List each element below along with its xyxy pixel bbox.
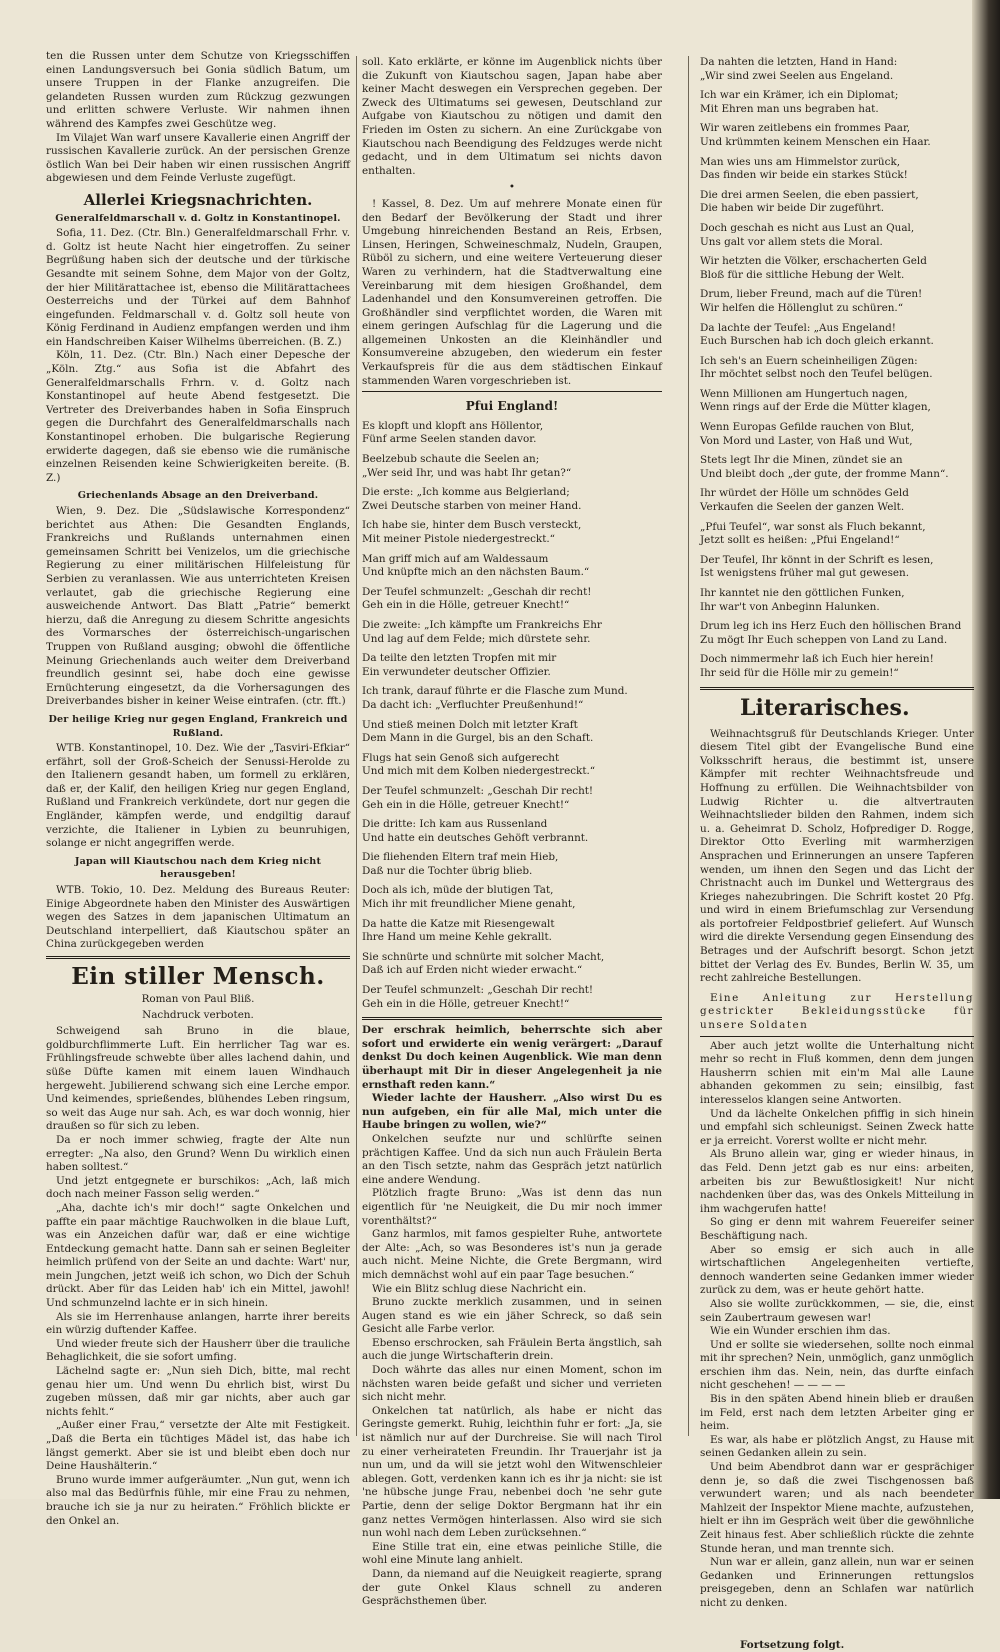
- poem-line: Doch geschah es nicht aus Lust an Qual,: [700, 221, 915, 234]
- poem-line: Bloß für die sittliche Hebung der Welt.: [700, 268, 905, 281]
- poem-stanza: [700, 355, 974, 382]
- novel-paragraph: Als Bruno allein war, ging er wieder hinaus, in das Feld. Denn jetzt gab es nur eins: arbeiten, arbeiten bis zur Bewußtlosigkeit! Nur nicht nachdenken über das, was des Onkels Mitteilung in ihm wachgerufen hatte!: [700, 1148, 974, 1215]
- poem-line: Und mich mit dem Kolben niedergestreckt.“: [362, 765, 596, 778]
- poem-stanza: [700, 156, 974, 183]
- poem-line: Da teilte den letzten Tropfen mit mir: [362, 652, 557, 665]
- poem-line: Da hatte die Katze mit Riesengewalt: [362, 917, 555, 930]
- poem-line: Die drei armen Seelen, die eben passiert,: [700, 188, 919, 201]
- poem-line: Mit Ehren man uns begraben hat.: [700, 102, 879, 115]
- poem-stanza: [700, 554, 974, 581]
- poem-line: Ich trank, darauf führte er die Flasche zum Mund.: [362, 685, 628, 698]
- poem-line: Euch Burschen hab ich doch gleich erkannt.: [700, 335, 934, 348]
- poem-line: Der Teufel, Ihr könnt in der Schrift es lesen,: [700, 553, 934, 566]
- poem-body: [700, 56, 974, 681]
- novel-paragraph: Plötzlich fragte Bruno: „Was ist denn das nun eigentlich für 'ne Neuigkeit, die Du mir noch immer vorenthältst?“: [362, 1187, 662, 1227]
- poem-line: Wenn rings auf der Erde die Mütter klagen,: [700, 401, 931, 414]
- poem-line: Die erste: „Ich komme aus Belgierland;: [362, 486, 570, 499]
- poem-stanza: [700, 620, 974, 647]
- article-heading: Der heilige Krieg nur gegen England, Frankreich und Rußland.: [48, 713, 348, 739]
- novel-paragraph: Als sie im Herrenhause anlangen, harrte ihrer bereits ein würzig duftender Kaffee.: [46, 1310, 350, 1337]
- poem-line: Von Mord und Laster, von Haß und Wut,: [700, 434, 913, 447]
- separator-dot: •: [508, 181, 516, 194]
- poem-line: Ich habe sie, hinter dem Busch versteckt,: [362, 519, 582, 532]
- article-heading: Griechenlands Absage an den Dreiverband.: [77, 490, 319, 502]
- poem-stanza: [700, 222, 974, 249]
- poem-stanza: [362, 851, 662, 878]
- poem-stanza: [362, 685, 662, 712]
- poem-line: Wir hetzten die Völker, erschacherten Geld: [700, 255, 927, 268]
- poem-line: Und krümmten keinem Menschen ein Haar.: [700, 135, 931, 148]
- column-right: [700, 56, 974, 1651]
- poem-line: Flugs hat sein Genoß sich aufgerecht: [362, 751, 560, 764]
- novel-paragraph: Da er noch immer schwieg, fragte der Alte nun erregter: „Na also, den Grund? Wenn Du wirklich einen haben solltest.“: [46, 1133, 350, 1174]
- novel-paragraph: Wie ein Wunder erschien ihm das.: [710, 1325, 891, 1338]
- poem-stanza: [700, 189, 974, 216]
- poem-stanza: [362, 652, 662, 679]
- novel-paragraph: Bruno zuckte merklich zusammen, und in seinen Augen stand es wie ein jäher Schreck, so daß sein Gesicht alle Farbe verlor.: [362, 1296, 662, 1336]
- reprint-note: Nachdruck verboten.: [142, 1008, 254, 1021]
- continuation-note: Fortsetzung folgt.: [740, 1638, 845, 1651]
- poem-line: Und bleibt doch „der gute, der fromme Mann“.: [700, 467, 949, 480]
- poem-stanza: [700, 454, 974, 481]
- poem-stanza: [700, 653, 974, 680]
- column-rule: [356, 56, 357, 1436]
- poem-stanza: [362, 420, 662, 447]
- poem-line: Ihr seid für die Hölle mir zu gemein!“: [700, 666, 899, 679]
- page-edge-shadow: [972, 0, 1000, 1499]
- novel-paragraph: Wieder lachte der Hausherr. „Also wirst Du es nun aufgeben, ein für alle Mal, mich unter die Haube bringen zu wollen, wie?“: [362, 1092, 662, 1132]
- article-paragraph: ! Kassel, 8. Dez. Um auf mehrere Monate einen für den Bedarf der Bevölkerung der Stadt und ihrer Umgebung hinreichenden Bestand an Reis, Erbsen, Linsen, Heringen, Schweineschmalz, Nudeln, Graupen, Rüböl zu sichern, und eine weitere Verteuerung dieser Waren zu verhindern, hat die Stadtverwaltung eine Vereinbarung mit dem hiesigen Großhandel, dem Ladenhandel und den Konsumvereinen getroffen. Die Großhändler sind verpflichtet worden, die Waren mit einem geringen Aufschlag für die Lagerung und die allgemeinen Unkosten an die Kleinhändler und Konsumvereine abzugeben, den wiederum ein fester Verkaufspreis für die aus dem städtischen Einkauf stammenden Waren vorgeschrieben ist.: [362, 197, 662, 387]
- poem-line: Man griff mich auf am Waldessaum: [362, 552, 549, 565]
- poem-line: „Pfui Teufel“, war sonst als Fluch bekannt,: [700, 520, 926, 533]
- novel-paragraph: So ging er denn mit wahrem Feuereifer seiner Beschäftigung nach.: [700, 1216, 974, 1242]
- poem-line: „Wir sind zwei Seelen aus Engeland.: [700, 69, 894, 82]
- poem-line: Und hatte ein deutsches Gehöft verbrannt.: [362, 831, 589, 844]
- novel-paragraph: Und er sollte sie wiedersehen, sollte noch einmal mit ihr sprechen? Nein, unmöglich, ganz unmöglich erschien ihm das. Nein, nein, das durfte einfach nicht geschehen! — — — —: [700, 1338, 974, 1392]
- poem-stanza: [362, 951, 662, 978]
- poem-stanza: [700, 587, 974, 614]
- poem-stanza: [700, 487, 974, 514]
- poem-stanza: [700, 388, 974, 415]
- poem-stanza: [700, 421, 974, 448]
- poem-stanza: [700, 288, 974, 315]
- novel-paragraph: Und da lächelte Onkelchen pfiffig in sich hinein und empfahl sich schleunigst. Seinen Zweck hatte er ja erreicht. Vorerst wollte er nicht mehr.: [700, 1107, 974, 1147]
- novel-paragraph: Und beim Abendbrot dann war er gesprächiger denn je, so daß die zwei Tischgenossen baß verwundert waren; und als nach beendeter Mahlzeit der Inspektor Miene machte, aufzustehen, hielt er ihn im Gespräch weit über die gewöhnliche Zeit hinaus fest. Aber schließlich rückte die zehnte Stunde heran, und man trennte sich.: [700, 1461, 974, 1555]
- article-paragraph: Köln, 11. Dez. (Ctr. Bln.) Nach einer Depesche der „Köln. Ztg.“ aus Sofia ist die Abfahrt des Generalfeldmarschalls Frhrn. v. d. Goltz nach Konstantinopel auf heute Abend festgesetzt. Die Vertreter des Dreiverbandes haben in Sofia Einspruch gegen die Durchfahrt des Generalfeldmarschalls nach Konstantinopel erhoben. Die bulgarische Regierung erwiderte dagegen, daß sie ebenso wie die rumänische einzelnen Reisenden keine Schwierigkeiten bereite. (B. Z.): [46, 349, 350, 484]
- poem-stanza: [700, 521, 974, 548]
- novel-paragraph: Lächelnd sagte er: „Nun sieh Dich, bitte, mal recht genau hier um. Und wenn Du ehrlich bist, wirst Du zugeben müssen, daß mir gar nichts, aber auch gar nichts fehlt.“: [46, 1365, 350, 1418]
- poem-line: Sie schnürte und schnürte mit solcher Macht,: [362, 950, 605, 963]
- novel-paragraph: Wie ein Blitz schlug diese Nachricht ein.: [372, 1282, 587, 1295]
- poem-line: Wenn Millionen am Hungertuch nagen,: [700, 387, 908, 400]
- poem-line: Und stieß meinen Dolch mit letzter Kraft: [362, 718, 578, 731]
- column-left: [46, 50, 350, 1527]
- article-paragraph: ten die Russen unter dem Schutze von Kriegsschiffen einen Landungsversuch bei Gonia südlich Batum, um unsere Truppen in der Flanke anzugreifen. Die gelandeten Russen wurden zum Rückzug gezwungen und erlitten schwere Verluste. Wir nahmen ihnen während des Kampfes zwei Geschütze weg.: [46, 50, 350, 130]
- novel-paragraph: Aber so emsig er sich auch in alle wirtschaftlichen Angelegenheiten vertiefte, dennoch wanderten seine Gedanken immer wieder zurück zu dem, was er heute gehört hatte.: [700, 1243, 974, 1297]
- poem-line: Geh ein in die Hölle, getreuer Knecht!“: [362, 997, 570, 1010]
- poem-line: Die dritte: Ich kam aus Russenland: [362, 818, 548, 831]
- article-paragraph: Im Vilajet Wan warf unsere Kavallerie einen Angriff der russischen Kavallerie zurück. An der persischen Grenze östlich Wan bei Deir haben wir einen russischen Angriff abgewiesen und dem Feinde Verluste zugefügt.: [46, 131, 350, 185]
- article-paragraph: Eine Anleitung zur Herstellung gestrickter Bekleidungsstücke für unsere Soldaten: [700, 991, 974, 1032]
- novel-paragraph: Onkelchen tat natürlich, als habe er nicht das Geringste gemerkt. Ruhig, leichthin fuhr er fort: „Ja, sie ist nämlich nur auf der Durchreise. Sie will nach Tirol zu einer verheirateten Freundin. Ihr Trauerjahr ist ja nun um, und da will sie jetzt wohl den Witwenschleier ablegen. Gott, verdenken kann ich es ihr ja nicht: sie ist 'ne hübsche junge Frau, nebenbei doch 'ne sehr gute Partie, denn der selige Doktor Bergmann hat ihr ein ganz nettes Vermögen hinterlassen. Also wird sie sich nun wohl nach dem Leben zurücksehnen.“: [362, 1404, 662, 1540]
- novel-paragraph: Aber auch jetzt wollte die Unterhaltung nicht mehr so recht in Fluß kommen, denn dem jungen Hausherrn schien mit ein'm Mal alle Laune abhanden gekommen zu sein; einsilbig, fast interesselos klangen seine Antworten.: [700, 1039, 974, 1106]
- poem-line: Daß nur die Tochter übrig blieb.: [362, 864, 533, 877]
- poem-stanza: [362, 884, 662, 911]
- poem-line: Ihr kanntet nie den göttlichen Funken,: [700, 587, 905, 599]
- poem-line: Beelzebub schaute die Seelen an;: [362, 453, 540, 466]
- poem-line: Wenn Europas Gefilde rauchen von Blut,: [700, 421, 915, 434]
- poem-line: Die zweite: „Ich kämpfte um Frankreichs Ehr: [362, 618, 602, 631]
- novel-paragraph: „Außer einer Frau,“ versetzte der Alte mit Festigkeit. „Daß die Berta ein tüchtiges Mädel ist, das habe ich längst gemerkt. Aber sie ist und bleibt eben doch nur Deine Haushälterin.“: [46, 1419, 350, 1473]
- novel-paragraph: Bis in den späten Abend hinein blieb er draußen im Feld, erst nach dem letzten Arbeiter ging er heim.: [700, 1393, 974, 1433]
- novel-paragraph: Und wieder freute sich der Hausherr über die trauliche Behaglichkeit, die sie sofort umfing.: [46, 1337, 350, 1364]
- poem-line: Da dacht ich: „Verfluchter Preußenhund!“: [362, 698, 584, 711]
- novel-paragraph: Schweigend sah Bruno in die blaue, goldburchflimmerte Luft. Ein herrlicher Tag war es. Frühlingsfreude schwebte über alles lachend dahin, und süße Düfte kamen mit einem lauen Windhauch hergeweht. Jubilierend schwang sich eine Lerche empor. Und keimendes, sprießendes, blühendes Leben ringsum, so weit das Auge nur sah. Ach, es war doch wonnig, hier draußen so für sich zu leben.: [46, 1025, 350, 1133]
- poem-line: „Wer seid Ihr, und was habt Ihr getan?“: [362, 466, 572, 479]
- poem-line: Zwei Deutsche starben von meiner Hand.: [362, 499, 582, 512]
- article-paragraph: Weihnachtsgruß für Deutschlands Krieger. Unter diesem Titel gibt der Evangelische Bund eine Volksschrift heraus, die bestimmt ist, unsere Kämpfer mit rechter Weihnachtsfreude und Hoffnung zu erfüllen. Die Weihnachtsbilder von Ludwig Richter u. die altvertrauten Weihnachtslieder bilden den Rahmen, indem sich u. a. Geheimrat D. Scholz, Hofprediger D. Rogge, Direktor Otto Everling mit warmherzigen Ansprachen und Erinnerungen an unsere Tapferen wenden, um ihnen den Segen und das Licht der Christnacht auch im Dunkel und Wettergraus des Krieges nahezubringen. Die Schrift kostet 20 Pfg. und wird in einem Briefumschlag zur Versendung als portofreier Feldpostbrief geliefert. Auf Wunsch wird die direkte Versendung gegen Einsendung des Betrages und der Aufschrift besorgt. Schon jetzt bittet der Verlag des Ev. Bundes, Berlin W. 35, um recht zahlreiche Bestellungen.: [700, 727, 974, 985]
- poem-line: Daß ich auf Erden nicht wieder erwacht.“: [362, 964, 583, 977]
- poem-stanza: [362, 586, 662, 613]
- poem-stanza: [362, 918, 662, 945]
- poem-line: Ist wenigstens früher mal gut gewesen.: [700, 567, 910, 580]
- poem-stanza: [362, 818, 662, 845]
- novel-paragraph: Dann, da niemand auf die Neuigkeit reagierte, sprang der gute Onkel Klaus schnell zu anderen Gesprächsthemen über.: [362, 1567, 662, 1608]
- poem-line: Verkaufen die Seelen der ganzen Welt.: [700, 501, 905, 514]
- divider: [46, 956, 350, 959]
- poem-line: Und knüpfte mich an den nächsten Baum.“: [362, 566, 590, 579]
- poem-line: Ich seh's an Euern scheinheiligen Zügen:: [700, 354, 918, 367]
- poem-line: Zu mögt Ihr Euch scheppen von Land zu Land.: [700, 633, 948, 646]
- poem-stanza: [362, 619, 662, 646]
- article-paragraph: WTB. Konstantinopel, 10. Dez. Wie der „Tasviri-Efkiar“ erfährt, soll der Groß-Scheich der Senussi-Herolde zu den Italienern gesandt haben, um formell zu erklären, daß er, der Kalif, den heiligen Krieg nur gegen England, Rußland und Frankreich verkündete, dort nur gegen die Engländer, kämpfen werde, und endgiltig darauf verzichte, die Italiener in Lybien zu beunruhigen, solange er nicht angegriffen werde.: [46, 742, 350, 850]
- poem-line: Der Teufel schmunzelt: „Geschah dir recht!: [362, 585, 592, 598]
- column-middle: [362, 56, 662, 1608]
- poem-body: [362, 420, 662, 1011]
- poem-line: Die fliehenden Eltern traf mein Hieb,: [362, 851, 559, 864]
- poem-stanza: [362, 984, 662, 1011]
- poem-line: Geh ein in die Hölle, getreuer Knecht!“: [362, 599, 570, 612]
- poem-line: Da nahten die letzten, Hand in Hand:: [700, 56, 898, 68]
- section-title: Allerlei Kriegsnachrichten.: [83, 190, 313, 209]
- poem-line: Ihr würdet der Hölle um schnödes Geld: [700, 487, 909, 500]
- poem-line: Der Teufel schmunzelt: „Geschah Dir recht!: [362, 784, 594, 797]
- article-heading: Generalfeldmarschall v. d. Goltz in Konstantinopel.: [55, 212, 341, 224]
- poem-line: Mit meiner Pistole niedergestreckt.“: [362, 533, 555, 545]
- poem-line: Die haben wir beide Dir zugeführt.: [700, 202, 885, 215]
- poem-line: Ein verwundeter deutscher Offizier.: [362, 665, 551, 678]
- poem-line: Mich ihr mit freundlicher Miene genaht,: [362, 898, 576, 911]
- poem-stanza: [362, 486, 662, 513]
- poem-stanza: [700, 322, 974, 349]
- poem-line: Und lag auf dem Felde; mich dürstete sehr.: [362, 632, 591, 645]
- poem-line: Stets legt Ihr die Minen, zündet sie an: [700, 454, 903, 467]
- poem-stanza: [362, 553, 662, 580]
- poem-stanza: [700, 122, 974, 149]
- poem-line: Ihr möchtet selbst noch den Teufel belügen.: [700, 368, 933, 381]
- novel-paragraph: Ebenso erschrocken, sah Fräulein Berta ängstlich, sah auch die junge Wirtschafterin drein.: [362, 1336, 662, 1363]
- divider: [700, 1036, 974, 1037]
- poem-line: Der Teufel schmunzelt: „Geschah Dir recht!: [362, 984, 594, 997]
- poem-line: Drum leg ich ins Herz Euch den höllischen Brand: [700, 620, 962, 633]
- poem-line: Doch nimmermehr laß ich Euch hier herein!: [700, 653, 934, 666]
- article-paragraph: Sofia, 11. Dez. (Ctr. Bln.) Generalfeldmarschall Frhr. v. d. Goltz ist heute Nacht hier eingetroffen. Zu seiner Begrüßung haben sich der deutsche und der türkische Gesandte mit seinem Sohne, dem Major von der Goltz, der hier Militärattachee ist, ebenso die Militärattachees Oesterreichs und der Türkei auf dem Bahnhof eingefunden. Feldmarschall v. d. Goltz soll heute von König Ferdinand in Audienz empfangen werden und ihm ein Handschreiben Kaiser Wilhelms überreichen. (B. Z.): [46, 227, 350, 348]
- poem-line: Doch als ich, müde der blutigen Tat,: [362, 884, 554, 897]
- poem-line: Ich war ein Krämer, ich ein Diplomat;: [700, 89, 899, 102]
- poem-line: Fünf arme Seelen standen davor.: [362, 433, 537, 446]
- article-paragraph: WTB. Tokio, 10. Dez. Meldung des Bureaus Reuter: Einige Abgeordnete haben den Minister des Auswärtigen wegen des Satzes in dem japanischen Ultimatum an Deutschland interpelliert, daß Kiautschou später an China zurückgegeben werden: [46, 884, 350, 951]
- novel-paragraph: Es war, als habe er plötzlich Angst, zu Hause mit seinen Gedanken allein zu sein.: [700, 1433, 974, 1460]
- poem-line: Wir waren zeitlebens ein frommes Paar,: [700, 122, 911, 135]
- novel-title: Ein stiller Mensch.: [71, 963, 325, 990]
- novel-paragraph: Eine Stille trat ein, eine etwas peinliche Stille, die wohl eine Minute lang anhielt.: [362, 1540, 662, 1567]
- divider: [362, 1017, 662, 1020]
- poem-line: Drum, lieber Freund, mach auf die Türen!: [700, 288, 923, 301]
- novel-paragraph: Der erschrak heimlich, beherrschte sich aber sofort und erwiderte ein wenig verärgert: „Darauf denkst Du doch keinen Augenblick. Wie man denn überhaupt mit Dir in dieser Angelegenheit ja nie ernsthaft reden kann.“: [362, 1024, 662, 1091]
- poem-stanza: [362, 519, 662, 546]
- article-paragraph: Wien, 9. Dez. Die „Südslawische Korrespondenz“ berichtet aus Athen: Die Gesandten Englands, Frankreichs und Rußlands unternahmen einen gemeinsamen Schritt bei Venizelos, um die griechische Regierung zu einer militärischen Hilfeleistung für Serbien zu veranlassen. Wie aus unterrichteten Kreisen verlautet, gab die griechische Regierung eine ausweichende Antwort. Das Blatt „Patrie“ bemerkt hierzu, daß die Anregung zu diesem Schritte angesichts des Vormarsches der österreichisch-ungarischen Truppen von Rußland ausging; obwohl die öffentliche Meinung Griechenlands auch weiter dem Dreiverband freundlich gesinnt sei, habe doch eine gewisse Ernüchterung eingesetzt, da die Vorhersagungen des Dreiverbandes bisher in keiner Weise eintrafen. (ctr. fft.): [46, 505, 350, 708]
- section-title: Literarisches.: [740, 694, 910, 721]
- poem-stanza: [362, 453, 662, 480]
- poem-line: Da lachte der Teufel: „Aus Engeland!: [700, 321, 896, 334]
- divider: [362, 391, 662, 392]
- poem-line: Dem Mann in die Gurgel, bis an den Schaft.: [362, 732, 594, 745]
- novel-paragraph: Also sie wollte zurückkommen, — sie, die, einst sein Zaubertraum gewesen war!: [700, 1297, 974, 1324]
- poem-line: Es klopft und klopft ans Höllentor,: [362, 419, 544, 432]
- poem-stanza: [700, 255, 974, 282]
- novel-paragraph: Onkelchen seufzte nur und schlürfte seinen prächtigen Kaffee. Und da sich nun auch Fräulein Berta an den Tisch setzte, nahm das Gespräch jetzt natürlich eine andere Wendung.: [362, 1132, 662, 1186]
- novel-paragraph: Doch währte das alles nur einen Moment, schon im nächsten waren beide gefaßt und sicher und verrieten sich nicht mehr.: [362, 1364, 662, 1404]
- poem-stanza: [700, 56, 974, 83]
- novel-paragraph: „Aha, dachte ich's mir doch!“ sagte Onkelchen und paffte ein paar mächtige Rauchwolken in die blaue Luft, was ein Anzeichen dafür war, daß er eine wichtige Entdeckung gemacht hatte. Dann sah er seinen Begleiter heimlich prüfend von der Seite an und dachte: Wart' nur, mein Jungchen, jetzt weiß ich schon, wo Dich der Schuh drückt. Aber für das Leiden hab' ich ein Mittel, jawohl! Und schmunzelnd lachte er in sich hinein.: [46, 1201, 350, 1310]
- novel-paragraph: Und jetzt entgegnete er burschikos: „Ach, laß mich doch nach meiner Fasson selig werden.“: [46, 1174, 350, 1201]
- poem-stanza: [700, 89, 974, 116]
- poem-line: Uns galt vor allem stets die Moral.: [700, 235, 883, 248]
- article-heading: Japan will Kiautschou nach dem Krieg nicht herausgeben!: [74, 855, 322, 881]
- poem-title: Pfui England!: [465, 399, 559, 414]
- poem-line: Geh ein in die Hölle, getreuer Knecht!“: [362, 798, 570, 811]
- novel-paragraph: Ganz harmlos, mit famos gespielter Ruhe, antwortete der Alte: „Ach, so was Besonderes ist's nun ja gerade auch nicht. Meine Nichte, die Grete Bergmann, wird mich demnächst wohl auf ein paar Tage besuchen.“: [362, 1228, 662, 1281]
- poem-stanza: [362, 719, 662, 746]
- poem-line: Ihr war't von Anbeginn Halunken.: [700, 600, 880, 613]
- poem-line: Ihre Hand um meine Kehle gekrallt.: [362, 931, 552, 944]
- poem-stanza: [362, 785, 662, 812]
- novel-paragraph: Nun war er allein, ganz allein, nun war er seinen Gedanken und Erinnerungen rettungslos preisgegeben, denn an Schlafen war natürlich nicht zu denken.: [700, 1556, 974, 1609]
- poem-line: Das finden wir beide ein starkes Stück!: [700, 169, 908, 182]
- poem-stanza: [362, 752, 662, 779]
- poem-line: Man wies uns am Himmelstor zurück,: [700, 155, 901, 168]
- column-rule: [688, 56, 689, 1436]
- novel-author: Roman von Paul Bliß.: [141, 993, 255, 1005]
- article-paragraph: soll. Kato erklärte, er könne im Augenblick nichts über die Zukunft von Kiautschou sagen, Japan habe aber keiner Macht deswegen ein Versprechen gegeben. Der Zweck des Ultimatums sei gewesen, Deutschland zur Aufgabe von Kiautschou zu nötigen und damit den Frieden im Osten zu sichern. An eine Zurückgabe von Kiautschou nach Beendigung des Feldzuges werde nicht gedacht, und in dem Ultimatum sei nichts davon enthalten.: [362, 56, 662, 177]
- divider: [700, 687, 974, 690]
- poem-line: Wir helfen die Höllenglut zu schüren.“: [700, 301, 904, 314]
- poem-line: Jetzt sollt es heißen: „Pfui Engeland!“: [700, 534, 900, 547]
- novel-paragraph: Bruno wurde immer aufgeräumter. „Nun gut, wenn ich also mal das Bedürfnis fühle, mir eine Frau zu nehmen, brauche ich sie ja nur zu heiraten.“ Fröhlich blickte er den Onkel an.: [46, 1473, 350, 1527]
